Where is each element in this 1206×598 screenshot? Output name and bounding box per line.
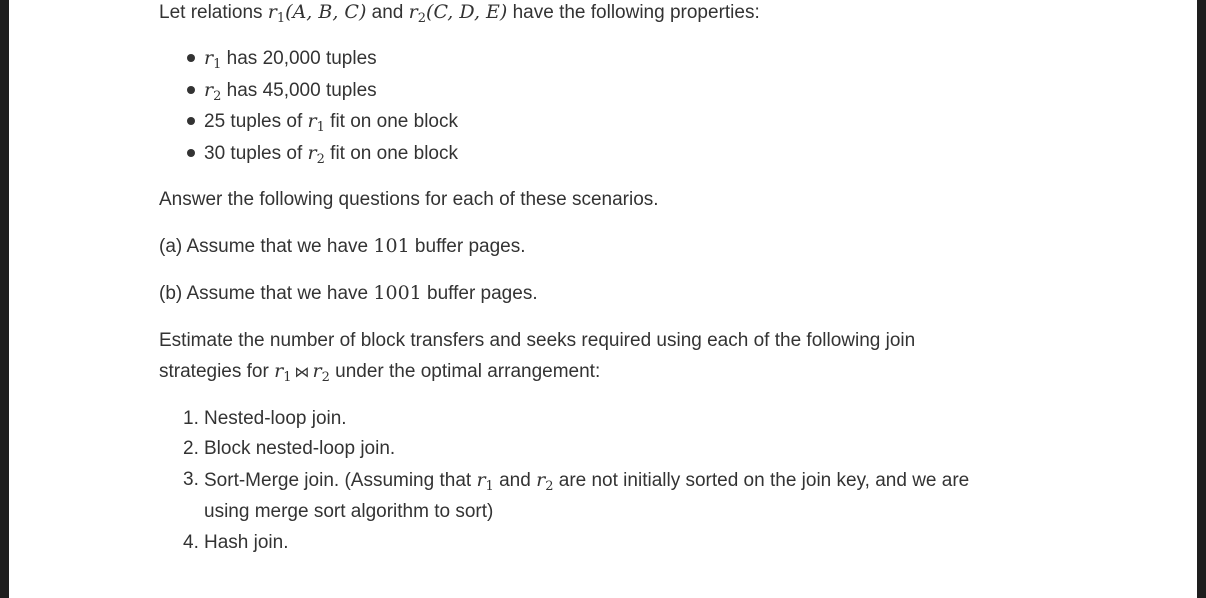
intro-line: [159, 0, 760, 25]
strategy-item: Sort-Merge join. (Assuming that $r_1$ and $r_2$ are not initially sorted on the join key, and we are: [204, 469, 970, 494]
bullet-dot: [187, 117, 195, 125]
r2-attrs: (C, D, E): [426, 1, 508, 23]
list-number: 2.: [183, 438, 199, 459]
answer-prompt: Answer the following questions for each of these scenarios.: [159, 189, 659, 210]
r1-var: r: [267, 1, 277, 23]
bullet-dot: [187, 86, 195, 94]
r2-sub: 2: [417, 11, 427, 26]
estimate-line-1: Estimate the number of block transfers and seeks required using each of the following join: [159, 330, 916, 351]
strategy-item: Block nested-loop join.: [204, 438, 396, 459]
bullet-dot: [187, 54, 195, 62]
join-symbol: ⋈: [294, 363, 310, 381]
document-page: [9, 0, 1197, 598]
scenario-a: (a) Assume that we have 101 buffer pages.: [159, 235, 526, 257]
intro-suffix: have the following properties:: [507, 2, 760, 23]
r1-sub: 1: [276, 11, 286, 26]
list-number: 4.: [183, 532, 199, 553]
estimate-line-2: strategies for $r_1$ ⋈ $r_2$ under the optimal arrangement:: [159, 360, 601, 385]
r2-var: r: [408, 1, 418, 23]
bullet-dot: [187, 149, 195, 157]
intro-prefix: Let relations: [159, 2, 268, 23]
intro-middle: and: [366, 2, 409, 23]
strategy-item-continuation: using merge sort algorithm to sort): [204, 501, 494, 522]
strategy-item: Nested-loop join.: [204, 408, 347, 429]
list-number: 3.: [183, 469, 199, 490]
r1-attrs: (A, B, C): [285, 1, 367, 23]
scenario-b: (b) Assume that we have 1001 buffer pages.: [159, 282, 538, 304]
property-item: $r_2$ has 45,000 tuples: [204, 79, 377, 104]
property-item: 30 tuples of $r_2$ fit on one block: [204, 142, 458, 167]
property-item: $r_1$ has 20,000 tuples: [204, 47, 377, 72]
strategy-item: Hash join.: [204, 532, 289, 553]
list-number: 1.: [183, 408, 199, 429]
property-item: 25 tuples of $r_1$ fit on one block: [204, 110, 458, 135]
